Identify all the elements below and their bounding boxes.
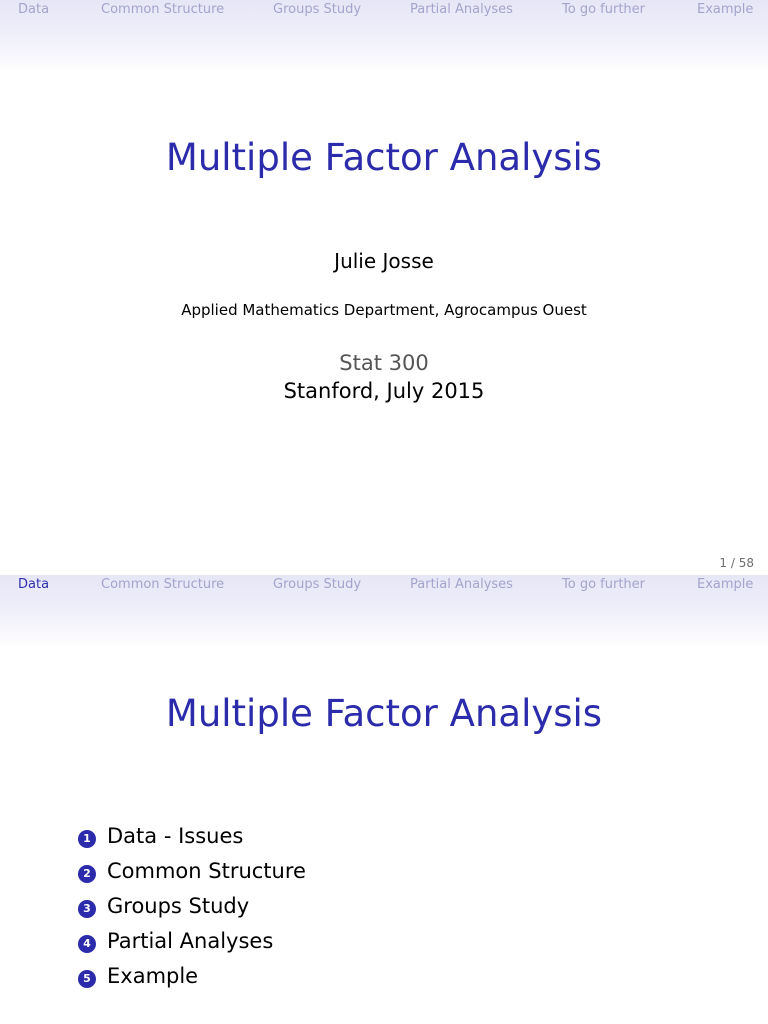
number-bullet: 1 <box>78 830 96 848</box>
outline-item-text: Common Structure <box>107 859 306 883</box>
outline-title: Multiple Factor Analysis <box>165 692 603 735</box>
nav-groups-study[interactable]: Groups Study <box>273 577 362 592</box>
outline-item-text: Partial Analyses <box>107 929 274 953</box>
outline-item-text: Example <box>107 964 199 988</box>
presentation-title: Multiple Factor Analysis <box>165 136 603 179</box>
nav-common-structure[interactable]: Common Structure <box>101 577 225 592</box>
nav-to-go-further[interactable]: To go further <box>562 577 645 592</box>
author-name: Julie Josse <box>334 249 434 273</box>
affiliation: Applied Mathematics Department, Agrocampus Ouest <box>181 301 587 319</box>
section-navbar <box>0 575 768 647</box>
outline-item-text: Data - Issues <box>107 824 244 848</box>
nav-data[interactable]: Data <box>18 2 50 17</box>
section-navbar <box>0 0 768 72</box>
outline-item-text: Groups Study <box>107 894 250 918</box>
nav-to-go-further[interactable]: To go further <box>562 2 645 17</box>
page-number: 1 / 58 <box>719 556 754 570</box>
nav-example[interactable]: Example <box>697 577 754 592</box>
nav-example[interactable]: Example <box>697 2 754 17</box>
nav-common-structure[interactable]: Common Structure <box>101 2 225 17</box>
number-bullet: 5 <box>78 970 96 988</box>
number-bullet: 4 <box>78 935 96 953</box>
outline-slide <box>0 575 768 1024</box>
number-bullet: 2 <box>78 865 96 883</box>
course-name: Stat 300 <box>339 351 429 375</box>
location-date: Stanford, July 2015 <box>283 379 485 403</box>
nav-partial-analyses[interactable]: Partial Analyses <box>410 2 513 17</box>
nav-groups-study[interactable]: Groups Study <box>273 2 362 17</box>
nav-partial-analyses[interactable]: Partial Analyses <box>410 577 513 592</box>
number-bullet: 3 <box>78 900 96 918</box>
nav-data[interactable]: Data <box>18 577 50 592</box>
